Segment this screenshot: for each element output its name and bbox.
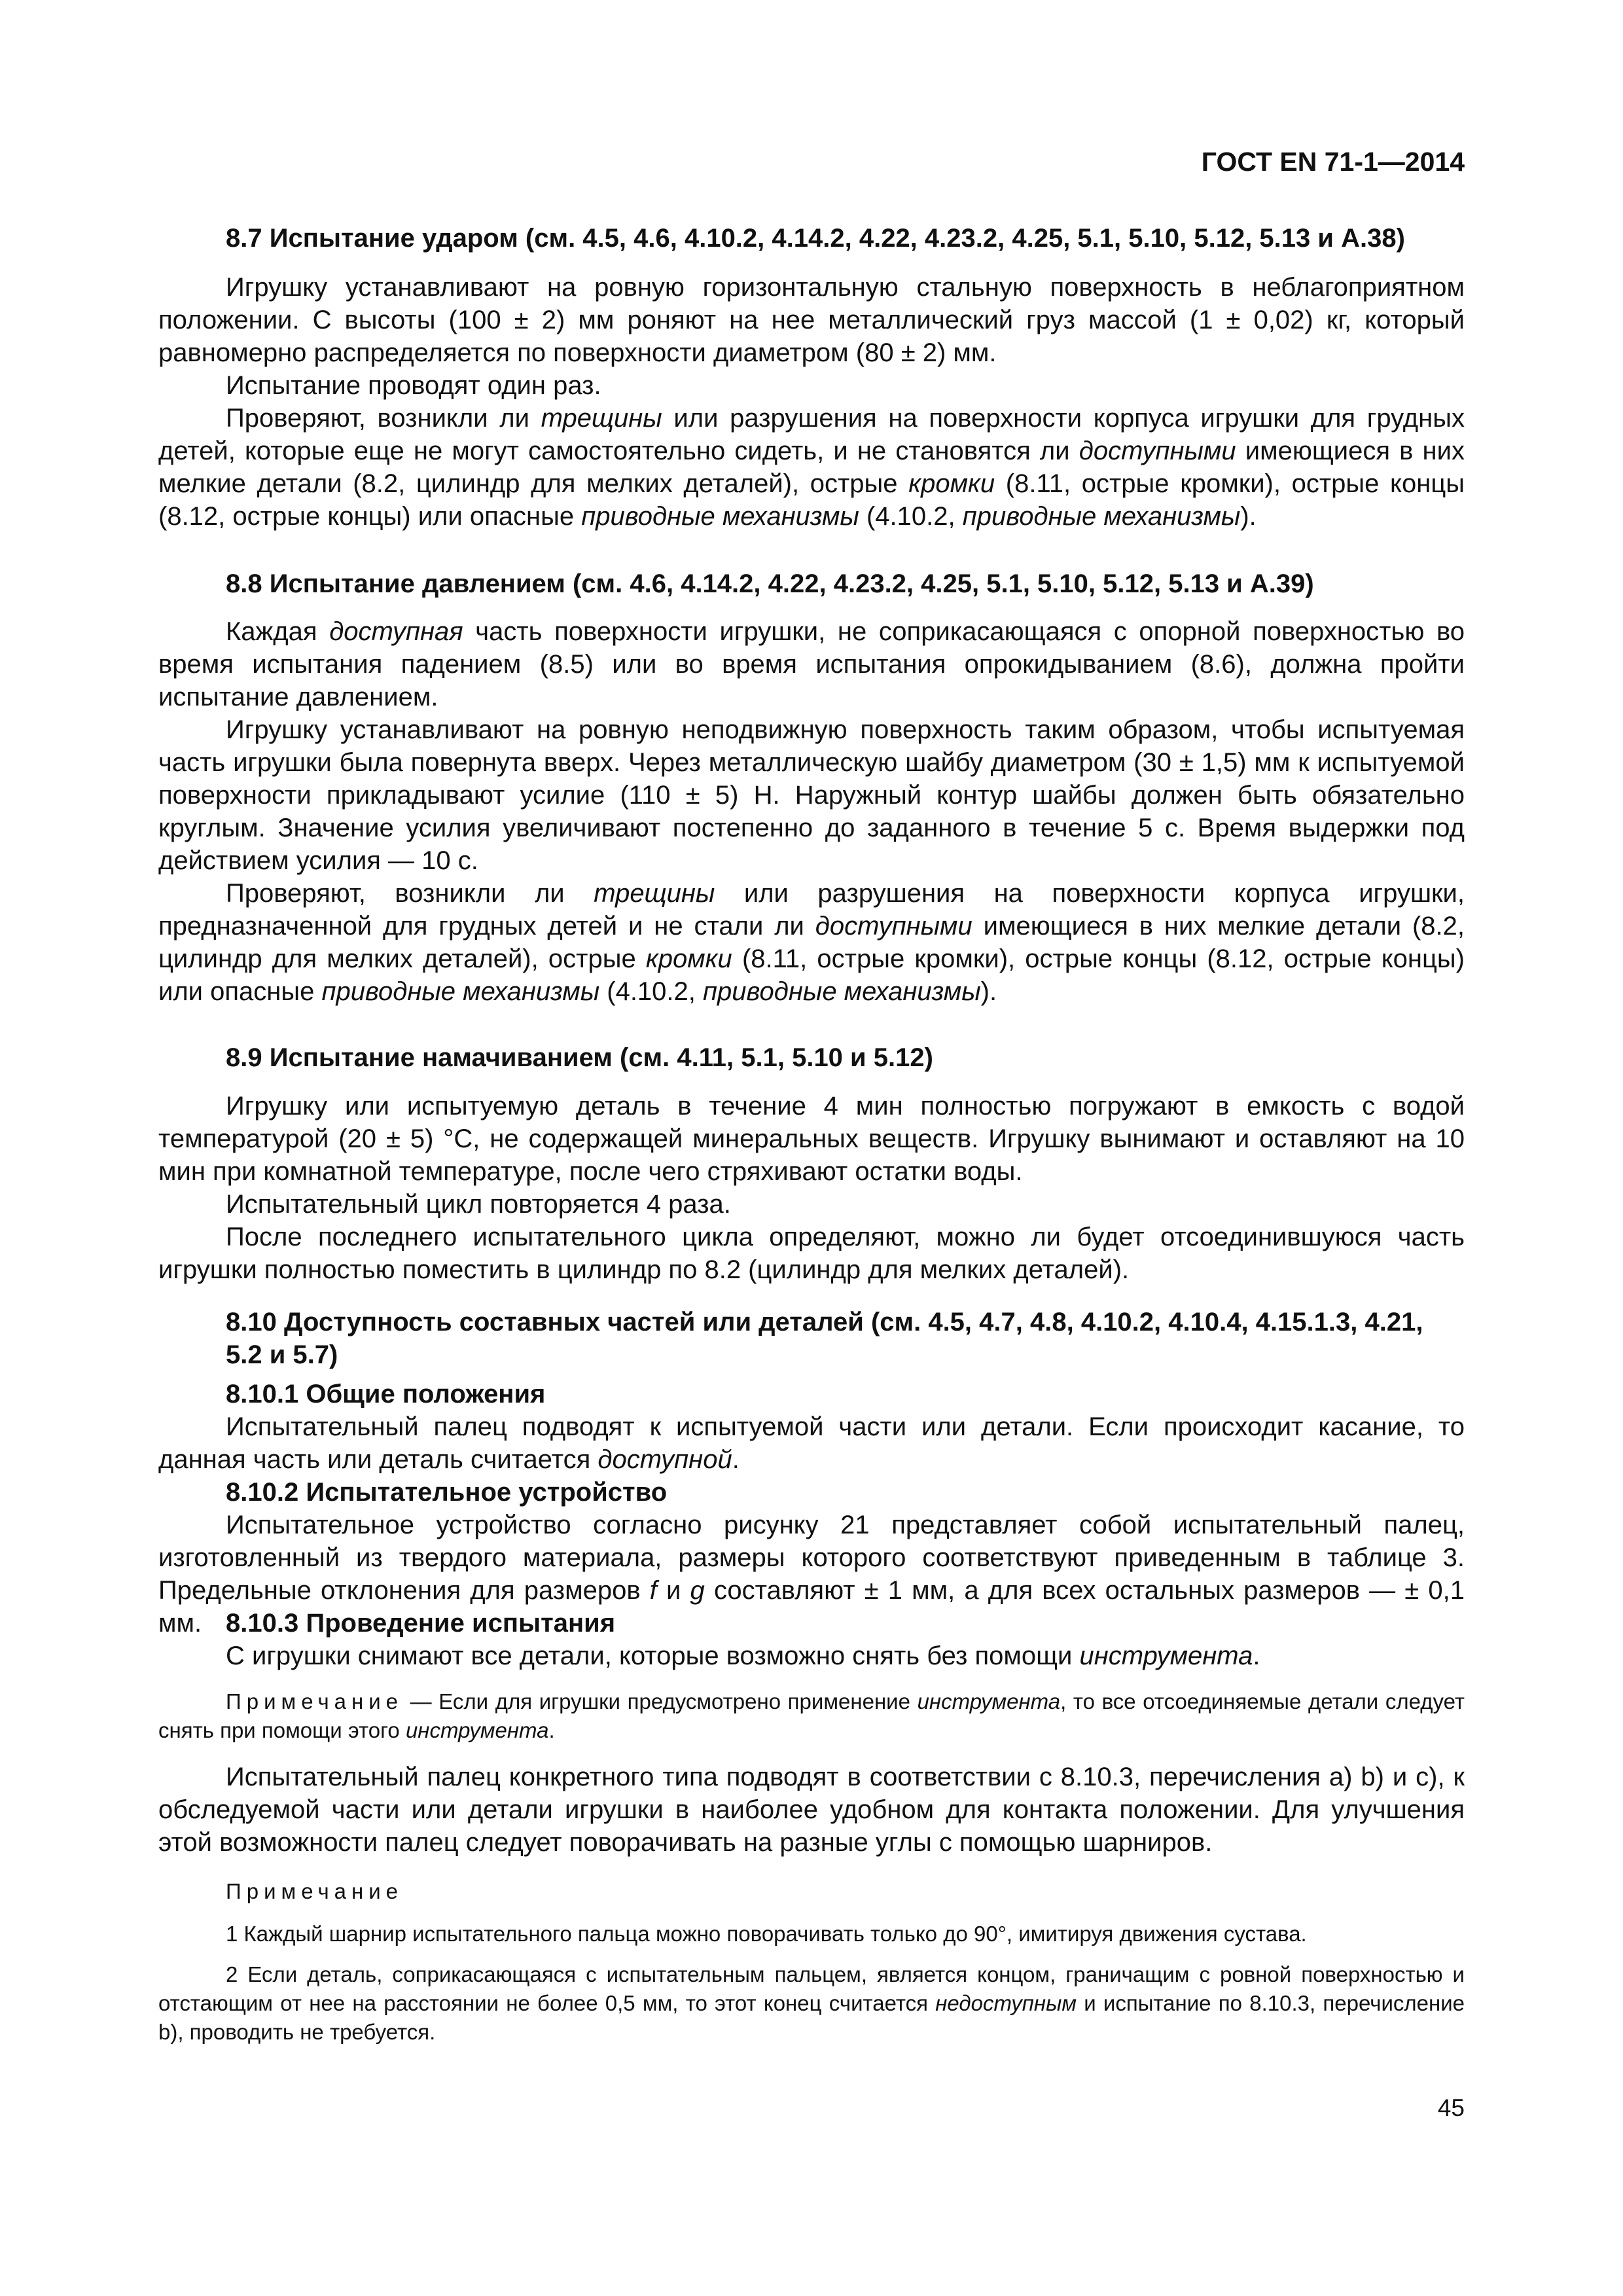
page-number: 45 — [1437, 2094, 1465, 2121]
note-tool-usage: Примечание — Если для игрушки предусмотрено применение инструмента, то все отсоединяемые детали следует снять при помощи этого инструмента. — [158, 1689, 1465, 1742]
section-8-10-title: 8.10 Доступность составных частей или деталей (см. 4.5, 4.7, 4.8, 4.10.2, 4.10.4, 4.15.1.3, 4.21, 5.2 и 5.7) — [226, 1308, 1423, 1369]
section-8-7-title: 8.7 Испытание ударом (см. 4.5, 4.6, 4.10.2, 4.14.2, 4.22, 4.23.2, 4.25, 5.1, 5.10, 5.12, 5.13 и А.38) — [226, 224, 1405, 253]
section-8-7-paragraph-3: Проверяют, возникли ли трещины или разрушения на поверхности корпуса игрушки для грудных детей, которые еще не могут самостоятельно сидеть, и не становятся ли доступными имеющиеся в них мелкие детали (8.2, цилиндр для мелких деталей), острые кромки (8.11, острые кромки), острые концы (8.12, острые концы) или опасные приводные механизмы (4.10.2, приводные механизмы). — [158, 404, 1465, 531]
section-8-9-paragraph-2: Испытательный цикл повторяется 4 раза. — [226, 1190, 731, 1219]
standard-code-header: ГОСТ EN 71-1—2014 — [1201, 147, 1465, 177]
note-item-2: 2 Если деталь, соприкасающаяся с испытательным пальцем, является концом, граничащим с ровной поверхностью и отстающим от нее на расстоянии не более 0,5 мм, то этот конец считается недоступным и испытание по 8.10.3, перечисление b), проводить не требуется. — [158, 1962, 1465, 2044]
section-8-8-paragraph-2: Игрушку устанавливают на ровную неподвижную поверхность таким образом, чтобы испытуемая часть игрушки была повернута вверх. Через металлическую шайбу диаметром (30 ± 1,5) мм к испытуемой поверхности прикладывают усилие (110 ± 5) Н. Наружный контур шайбы должен быть обязательно круглым. Значение усилия увеличивают постепенно до заданного в течение 5 с. Время выдержки под действием усилия — 10 с. — [158, 715, 1465, 875]
note-item-1: 1 Каждый шарнир испытательного пальца можно поворачивать только до 90°, имитируя движения сустава. — [226, 1922, 1307, 1946]
notes-label: Примечание — [226, 1879, 404, 1903]
note-label: Примечание — [226, 1689, 404, 1713]
section-8-9-paragraph-1: Игрушку или испытуемую деталь в течение 4 мин полностью погружают в емкость с водой температурой (20 ± 5) °С, не содержащей минеральных веществ. Игрушку вынимают и оставляют на 10 мин при комнатной температуре, после чего стряхивают остатки воды. — [158, 1092, 1465, 1186]
subsection-8-10-1-title: 8.10.1 Общие положения — [226, 1380, 546, 1408]
section-8-8-paragraph-1: Каждая доступная часть поверхности игрушки, не соприкасающаяся с опорной поверхностью во время испытания падением (8.5) или во время испытания опрокидыванием (8.6), должна пройти испытание давлением. — [158, 617, 1465, 711]
subsection-8-10-1-paragraph: Испытательный палец подводят к испытуемой части или детали. Если происходит касание, то данная часть или деталь считается доступной. — [158, 1412, 1465, 1474]
subsection-8-10-3-title: 8.10.3 Проведение испытания — [226, 1609, 616, 1638]
subsection-8-10-3-paragraph: С игрушки снимают все детали, которые возможно снять без помощи инструмента. — [226, 1641, 1260, 1670]
section-8-9-title: 8.9 Испытание намачиванием (см. 4.11, 5.1, 5.10 и 5.12) — [226, 1043, 933, 1072]
section-8-9-paragraph-3: После последнего испытательного цикла определяют, можно ли будет отсоединившуюся часть игрушки полностью поместить в цилиндр по 8.2 (цилиндр для мелких деталей). — [158, 1223, 1465, 1284]
section-8-8-paragraph-3: Проверяют, возникли ли трещины или разрушения на поверхности корпуса игрушки, предназначенной для грудных детей и не стали ли доступными имеющиеся в них мелкие детали (8.2, цилиндр для мелких деталей), острые кромки (8.11, острые кромки), острые концы (8.12, острые концы) или опасные приводные механизмы (4.10.2, приводные механизмы). — [158, 879, 1465, 1006]
subsection-8-10-2-title: 8.10.2 Испытательное устройство — [226, 1478, 668, 1507]
section-8-7-paragraph-2: Испытание проводят один раз. — [226, 371, 601, 400]
section-8-7-paragraph-1: Игрушку устанавливают на ровную горизонтальную стальную поверхность в неблагоприятном положении. С высоты (100 ± 2) мм роняют на нее металлический груз массой (1 ± 0,02) кг, который равномерно распределяется по поверхности диаметром (80 ± 2) мм. — [158, 273, 1465, 367]
section-8-8-title: 8.8 Испытание давлением (см. 4.6, 4.14.2, 4.22, 4.23.2, 4.25, 5.1, 5.10, 5.12, 5.13 и А.39) — [226, 569, 1314, 598]
subsection-8-10-2-paragraph: Испытательное устройство согласно рисунку 21 представляет собой испытательный палец, изготовленный из твердого материала, размеры которого соответствуют приведенным в таблице 3. Предельные отклонения для размеров f и g составляют ± 1 мм, а для всех остальных размеров — ± 0,1 мм. — [158, 1511, 1465, 1638]
section-8-10-paragraph-after-note: Испытательный палец конкретного типа подводят в соответствии с 8.10.3, перечисления a) b) и c), к обследуемой части или детали игрушки в наиболее удобном для контакта положении. Для улучшения этой возможности палец следует поворачивать на разные углы с помощью шарниров. — [158, 1763, 1465, 1857]
